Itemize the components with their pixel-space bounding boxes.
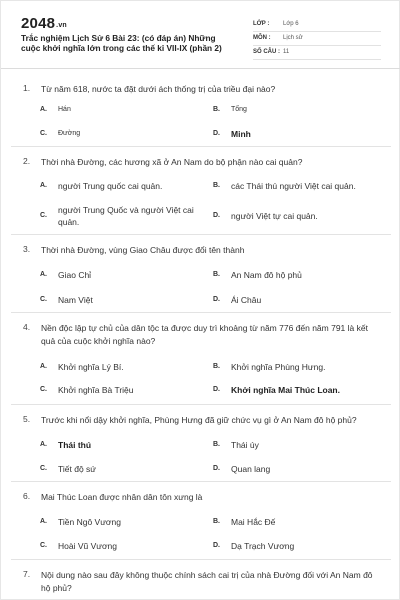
- option-letter: A.: [40, 441, 47, 448]
- question-number: 6.: [23, 491, 31, 501]
- option-text: Dạ Trạch Vương: [231, 541, 295, 551]
- question-text: Nền độc lập tự chủ của dân tộc ta được duy trì khoảng từ năm 776 đến năm 791 là kết quả của cuộc khởi nghĩa nào?: [41, 323, 368, 346]
- question-divider: [11, 234, 391, 235]
- option-text: người Trung quốc cai quản.: [58, 181, 163, 191]
- worksheet-header: [1, 1, 400, 69]
- option-text: Khởi nghĩa Bà Triệu: [58, 385, 134, 395]
- option-letter: B.: [213, 441, 220, 448]
- option-letter: B.: [213, 271, 220, 278]
- option-text: Giao Chỉ: [58, 270, 92, 280]
- option-letter: B.: [213, 106, 220, 113]
- question-divider: [11, 559, 391, 560]
- meta-class-row: [253, 18, 381, 32]
- option-letter: D.: [213, 386, 220, 393]
- option-letter: C.: [40, 212, 47, 219]
- option-text: Tiền Ngô Vương: [58, 517, 121, 527]
- option-letter: C.: [40, 296, 47, 303]
- option-text: Thái thú: [58, 440, 92, 450]
- option-letter: C.: [40, 465, 47, 472]
- option-letter: D.: [213, 542, 220, 549]
- meta-class-key: LỚP :: [253, 21, 270, 27]
- option-letter: D.: [213, 296, 220, 303]
- option-letter: A.: [40, 363, 47, 370]
- option-letter: A.: [40, 271, 47, 278]
- option-letter: D.: [213, 212, 220, 219]
- question-text: Nội dung nào sau đây không thuộc chính sách cai trị của nhà Đường đối với An Nam đô hộ phủ?: [41, 570, 373, 593]
- option-text: Thái úy: [231, 440, 259, 450]
- question-text: Thời nhà Đường, các hương xã ở An Nam do bộ phận nào cai quản?: [41, 157, 303, 167]
- option-text: Khởi nghĩa Lý Bí.: [58, 362, 124, 372]
- option-text: An Nam đô hộ phủ: [231, 270, 302, 280]
- option-text: Mai Hắc Đế: [231, 517, 276, 527]
- option-letter: C.: [40, 386, 47, 393]
- question-text: Từ năm 618, nước ta đặt dưới ách thống trị của triều đại nào?: [41, 84, 276, 94]
- option-text: Nam Việt: [58, 295, 93, 305]
- option-text: Khởi nghĩa Phùng Hưng.: [231, 362, 326, 372]
- option-letter: B.: [213, 182, 220, 189]
- meta-subject-key: MÔN :: [253, 35, 271, 41]
- worksheet-title: Trắc nghiệm Lịch Sử 6 Bài 23: (có đáp án) Những cuộc khởi nghĩa lớn trong các thế kỉ VII-IX (phần 2): [21, 33, 222, 53]
- option-text: Minh: [231, 129, 251, 139]
- question-divider: [11, 146, 391, 147]
- option-letter: B.: [213, 363, 220, 370]
- question-number: 3.: [23, 244, 31, 254]
- question-number: 2.: [23, 156, 31, 166]
- option-text: Hoài Vũ Vương: [58, 541, 117, 551]
- meta-count-row: [253, 46, 381, 60]
- option-text: Khởi nghĩa Mai Thúc Loan.: [231, 385, 340, 395]
- option-letter: C.: [40, 130, 47, 137]
- meta-count-key: SỐ CÂU :: [253, 49, 280, 55]
- meta-subject-value: Lịch sử: [283, 35, 303, 41]
- question-number: 1.: [23, 83, 31, 93]
- option-text: Quan lang: [231, 464, 271, 474]
- option-text: Ái Châu: [231, 295, 262, 305]
- option-text: các Thái thú người Việt cai quản.: [231, 181, 356, 191]
- site-logo[interactable]: [21, 15, 67, 32]
- option-letter: D.: [213, 130, 220, 137]
- option-letter: D.: [213, 465, 220, 472]
- option-text: Tiết độ sứ: [58, 464, 96, 474]
- logo-text: 2048: [21, 15, 56, 32]
- option-letter: A.: [40, 182, 47, 189]
- option-text: Hán: [58, 106, 71, 113]
- question-text: Trước khi nổi dậy khởi nghĩa, Phùng Hưng đã giữ chức vụ gì ở An Nam đô hộ phủ?: [41, 415, 357, 425]
- meta-class-value: Lớp 6: [283, 21, 299, 27]
- meta-count-value: 11: [283, 49, 290, 55]
- question-divider: [11, 312, 391, 313]
- question-divider: [11, 481, 391, 482]
- question-number: 7.: [23, 569, 31, 579]
- option-text: Tống: [231, 106, 247, 113]
- option-text: Đường: [58, 130, 81, 137]
- question-text: Mai Thúc Loan được nhân dân tôn xưng là: [41, 492, 203, 502]
- question-text: Thời nhà Đường, vùng Giao Châu được đổi tên thành: [41, 245, 245, 255]
- option-text: người Việt tự cai quản.: [231, 211, 318, 221]
- option-letter: A.: [40, 518, 47, 525]
- question-divider: [11, 404, 391, 405]
- logo-tld: .vn: [56, 22, 67, 29]
- option-letter: C.: [40, 542, 47, 549]
- question-number: 4.: [23, 322, 31, 332]
- option-text: người Trung Quốc và người Việt cai quản.: [58, 205, 194, 227]
- option-letter: B.: [213, 518, 220, 525]
- meta-subject-row: [253, 32, 381, 46]
- option-letter: A.: [40, 106, 47, 113]
- question-number: 5.: [23, 414, 31, 424]
